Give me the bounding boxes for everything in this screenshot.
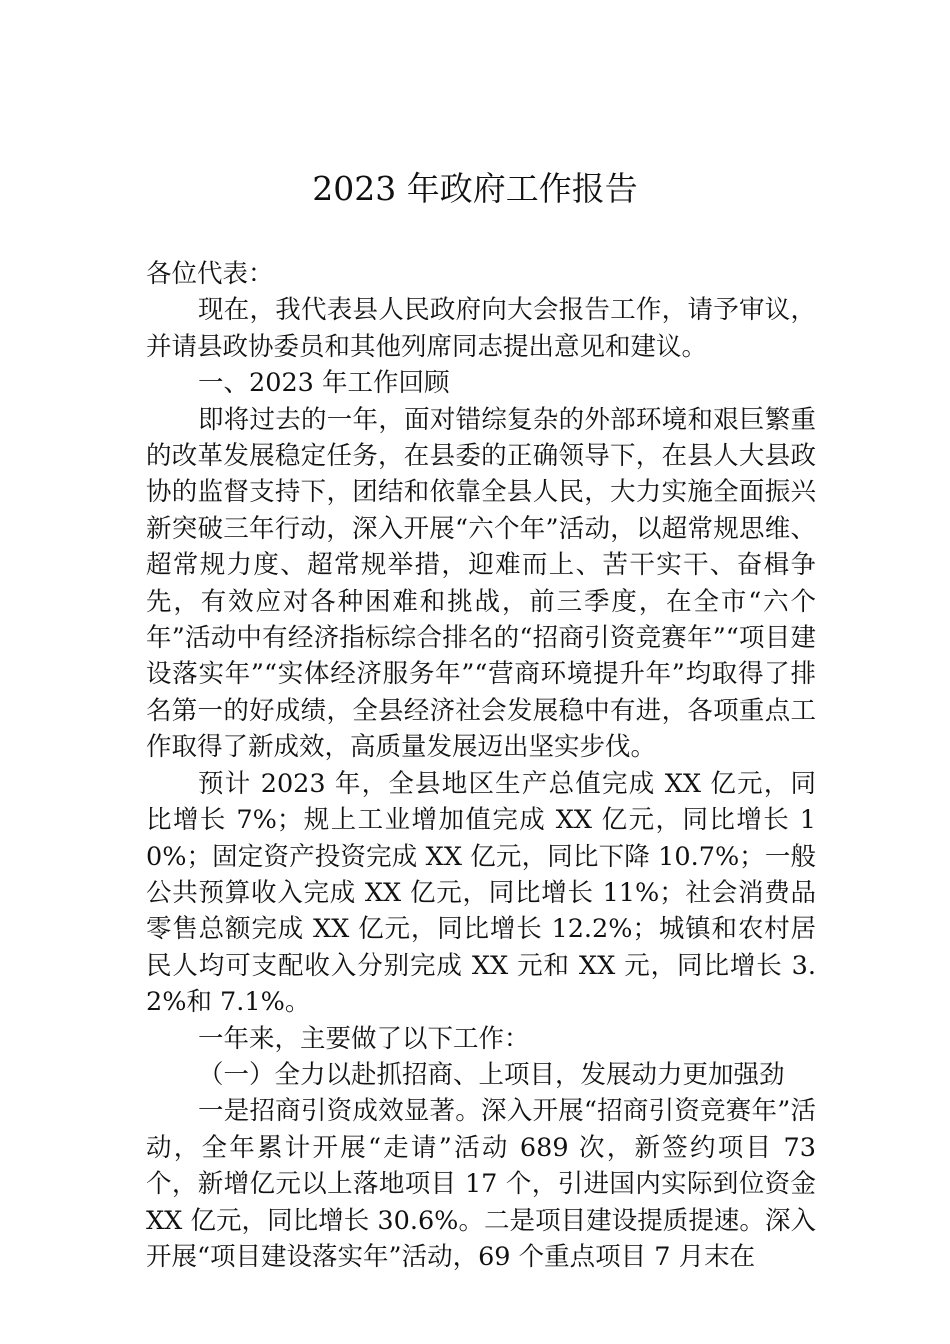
statistics-paragraph: 预计 2023 年，全县地区生产总值完成 XX 亿元，同比增长 7%；规上工业增加值完成 XX 亿元，同比增长 10%；固定资产投资完成 XX 亿元，同比下降 10.7%；一般公共预算收入完成 XX 亿元，同比增长 11%；社会消费品零售总额完成 XX 亿元，同比增长 12.2%；城镇和农村居民人均可支配收入分别完成 XX 元和 XX 元，同比增长 3.2%和 7.1%。 xyxy=(146,768,816,1018)
investment-paragraph: 一是招商引资成效显著。深入开展“招商引资竞赛年”活动，全年累计开展“走请”活动 689 次，新签约项目 73 个，新增亿元以上落地项目 17 个，引进国内实际到位资金 XX 亿元，同比增长 30.6%。二是项目建设提质提速。深入开展“项目建设落实年”活动，69 个重点项目 7 月末在 xyxy=(146,1096,816,1272)
document-title: 2023 年政府工作报告 xyxy=(312,169,638,208)
review-paragraph: 即将过去的一年，面对错综复杂的外部环境和艰巨繁重的改革发展稳定任务，在县委的正确领导下，在县人大县政协的监督支持下，团结和依靠全县人民，大力实施全面振兴新突破三年行动，深入开展“六个年”活动，以超常规思维、超常规力度、超常规举措，迎难而上、苦干实干、奋楫争先，有效应对各种困难和挑战，前三季度，在全市“六个年”活动中有经济指标综合排名的“招商引资竞赛年”“项目建设落实年”“实体经济服务年”“营商环境提升年”均取得了排名第一的好成绩，全县经济社会发展稳中有进，各项重点工作取得了新成效，高质量发展迈出坚实步伐。 xyxy=(146,404,816,763)
salutation-paragraph: 各位代表： xyxy=(146,259,274,289)
work-intro-paragraph: 一年来，主要做了以下工作： xyxy=(198,1023,530,1054)
opening-paragraph: 现在，我代表县人民政府向大会报告工作，请予审议，并请县政协委员和其他列席同志提出意见和建议。 xyxy=(146,295,816,362)
section-heading: 一、2023 年工作回顾 xyxy=(198,368,450,399)
document-body xyxy=(146,256,816,1275)
subsection-heading: （一）全力以赴抓招商、上项目，发展动力更加强劲 xyxy=(198,1059,785,1090)
